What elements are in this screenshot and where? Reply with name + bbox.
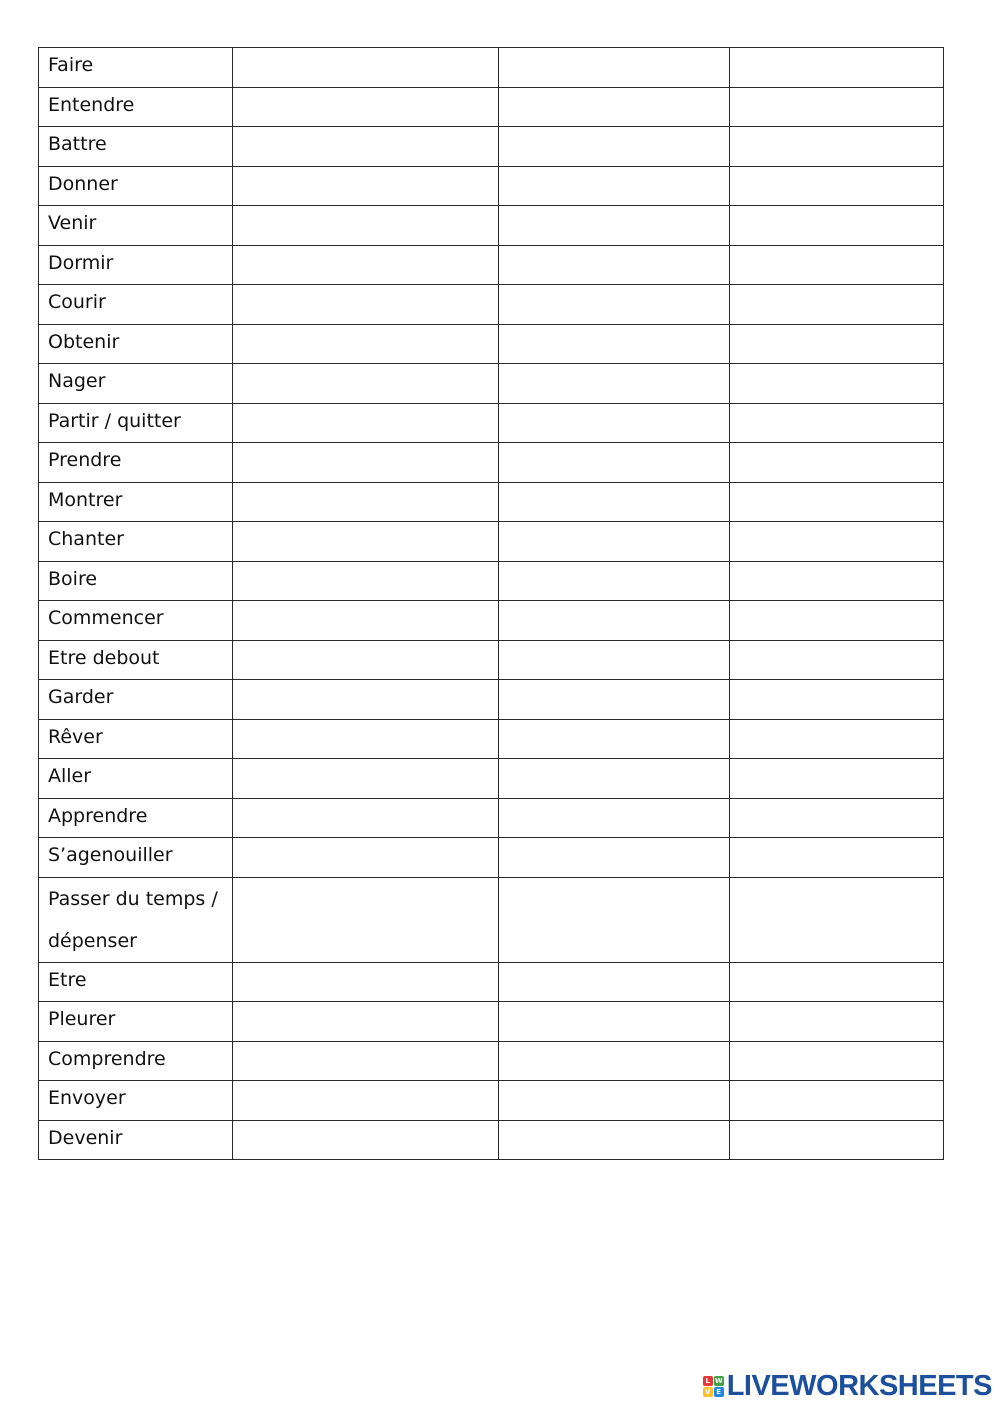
answer-cell-col3[interactable] bbox=[499, 798, 730, 838]
table-row bbox=[39, 127, 944, 167]
verb-cell: Chanter bbox=[39, 522, 233, 562]
answer-cell-col4[interactable] bbox=[730, 962, 944, 1002]
verb-cell: Garder bbox=[39, 680, 233, 720]
answer-cell-col4[interactable] bbox=[730, 48, 944, 88]
logo-tile-e: E bbox=[714, 1387, 724, 1397]
answer-cell-col2[interactable] bbox=[233, 759, 499, 799]
answer-cell-col4[interactable] bbox=[730, 1002, 944, 1042]
verb-cell: Etre bbox=[39, 962, 233, 1002]
answer-cell-col2[interactable] bbox=[233, 127, 499, 167]
answer-cell-col2[interactable] bbox=[233, 206, 499, 246]
answer-cell-col4[interactable] bbox=[730, 561, 944, 601]
answer-cell-col3[interactable] bbox=[499, 48, 730, 88]
answer-cell-col3[interactable] bbox=[499, 522, 730, 562]
answer-cell-col4[interactable] bbox=[730, 206, 944, 246]
verb-cell: Battre bbox=[39, 127, 233, 167]
answer-cell-col2[interactable] bbox=[233, 285, 499, 325]
answer-cell-col2[interactable] bbox=[233, 962, 499, 1002]
verb-cell: Envoyer bbox=[39, 1081, 233, 1121]
table-row bbox=[39, 962, 944, 1002]
answer-cell-col3[interactable] bbox=[499, 877, 730, 962]
answer-cell-col3[interactable] bbox=[499, 482, 730, 522]
answer-cell-col4[interactable] bbox=[730, 522, 944, 562]
table-row bbox=[39, 798, 944, 838]
table-row bbox=[39, 680, 944, 720]
answer-cell-col3[interactable] bbox=[499, 759, 730, 799]
answer-cell-col2[interactable] bbox=[233, 561, 499, 601]
answer-cell-col2[interactable] bbox=[233, 364, 499, 404]
answer-cell-col3[interactable] bbox=[499, 285, 730, 325]
table-row bbox=[39, 285, 944, 325]
verb-cell: Partir / quitter bbox=[39, 403, 233, 443]
answer-cell-col2[interactable] bbox=[233, 601, 499, 641]
answer-cell-col3[interactable] bbox=[499, 719, 730, 759]
answer-cell-col2[interactable] bbox=[233, 877, 499, 962]
answer-cell-col2[interactable] bbox=[233, 324, 499, 364]
answer-cell-col3[interactable] bbox=[499, 1120, 730, 1160]
answer-cell-col3[interactable] bbox=[499, 1002, 730, 1042]
answer-cell-col2[interactable] bbox=[233, 245, 499, 285]
answer-cell-col3[interactable] bbox=[499, 561, 730, 601]
logo-tile-v: V bbox=[703, 1387, 713, 1397]
answer-cell-col2[interactable] bbox=[233, 838, 499, 878]
answer-cell-col4[interactable] bbox=[730, 403, 944, 443]
logo-tile-w: W bbox=[714, 1377, 723, 1385]
verb-cell: Dormir bbox=[39, 245, 233, 285]
answer-cell-col4[interactable] bbox=[730, 680, 944, 720]
answer-cell-col4[interactable] bbox=[730, 482, 944, 522]
answer-cell-col3[interactable] bbox=[499, 245, 730, 285]
answer-cell-col2[interactable] bbox=[233, 443, 499, 483]
table-row bbox=[39, 719, 944, 759]
answer-cell-col2[interactable] bbox=[233, 48, 499, 88]
logo-tile-l: L bbox=[703, 1376, 713, 1386]
table-row bbox=[39, 48, 944, 88]
table-row bbox=[39, 601, 944, 641]
table-row bbox=[39, 324, 944, 364]
table-row bbox=[39, 443, 944, 483]
verb-cell: Entendre bbox=[39, 87, 233, 127]
table-row bbox=[39, 245, 944, 285]
answer-cell-col2[interactable] bbox=[233, 798, 499, 838]
answer-cell-col3[interactable] bbox=[499, 364, 730, 404]
answer-cell-col2[interactable] bbox=[233, 166, 499, 206]
answer-cell-col3[interactable] bbox=[499, 166, 730, 206]
answer-cell-col3[interactable] bbox=[499, 962, 730, 1002]
table-row bbox=[39, 87, 944, 127]
table-row bbox=[39, 206, 944, 246]
answer-cell-col4[interactable] bbox=[730, 601, 944, 641]
answer-cell-col4[interactable] bbox=[730, 759, 944, 799]
answer-cell-col4[interactable] bbox=[730, 166, 944, 206]
answer-cell-col2[interactable] bbox=[233, 403, 499, 443]
answer-cell-col3[interactable] bbox=[499, 443, 730, 483]
answer-cell-col4[interactable] bbox=[730, 1081, 944, 1121]
answer-cell-col3[interactable] bbox=[499, 206, 730, 246]
liveworksheets-watermark bbox=[703, 1370, 992, 1403]
answer-cell-col4[interactable] bbox=[730, 798, 944, 838]
verb-table bbox=[38, 47, 944, 1160]
table-row bbox=[39, 482, 944, 522]
verb-cell: S’agenouiller bbox=[39, 838, 233, 878]
verb-cell: Faire bbox=[39, 48, 233, 88]
answer-cell-col4[interactable] bbox=[730, 640, 944, 680]
verb-cell: Obtenir bbox=[39, 324, 233, 364]
answer-cell-col4[interactable] bbox=[730, 285, 944, 325]
answer-cell-col3[interactable] bbox=[499, 87, 730, 127]
table-row bbox=[39, 403, 944, 443]
verb-cell: Boire bbox=[39, 561, 233, 601]
answer-cell-col3[interactable] bbox=[499, 1081, 730, 1121]
table-row bbox=[39, 640, 944, 680]
verb-cell: Prendre bbox=[39, 443, 233, 483]
verb-cell: Montrer bbox=[39, 482, 233, 522]
answer-cell-col4[interactable] bbox=[730, 719, 944, 759]
answer-cell-col4[interactable] bbox=[730, 127, 944, 167]
answer-cell-col4[interactable] bbox=[730, 838, 944, 878]
verb-cell: Etre debout bbox=[39, 640, 233, 680]
verb-cell: Venir bbox=[39, 206, 233, 246]
answer-cell-col4[interactable] bbox=[730, 87, 944, 127]
answer-cell-col4[interactable] bbox=[730, 877, 944, 962]
verb-cell: Devenir bbox=[39, 1120, 233, 1160]
answer-cell-col2[interactable] bbox=[233, 1081, 499, 1121]
table-row bbox=[39, 522, 944, 562]
answer-cell-col4[interactable] bbox=[730, 364, 944, 404]
table-row bbox=[39, 1081, 944, 1121]
answer-cell-col2[interactable] bbox=[233, 1002, 499, 1042]
table-row bbox=[39, 561, 944, 601]
answer-cell-col4[interactable] bbox=[730, 245, 944, 285]
answer-cell-col3[interactable] bbox=[499, 838, 730, 878]
table-row bbox=[39, 1041, 944, 1081]
answer-cell-col3[interactable] bbox=[499, 127, 730, 167]
answer-cell-col3[interactable] bbox=[499, 640, 730, 680]
answer-cell-col3[interactable] bbox=[499, 324, 730, 364]
table-row bbox=[39, 877, 944, 962]
verb-cell: Comprendre bbox=[39, 1041, 233, 1081]
table-row bbox=[39, 1120, 944, 1160]
answer-cell-col2[interactable] bbox=[233, 680, 499, 720]
verb-table-body bbox=[39, 48, 944, 1160]
verb-cell: Pleurer bbox=[39, 1002, 233, 1042]
verb-cell: Commencer bbox=[39, 601, 233, 641]
table-row bbox=[39, 1002, 944, 1042]
verb-cell: Rêver bbox=[39, 719, 233, 759]
liveworksheets-wordmark: LIVEWORKSHEETS bbox=[726, 1370, 992, 1402]
answer-cell-col4[interactable] bbox=[730, 324, 944, 364]
liveworksheets-logo-icon bbox=[703, 1376, 724, 1397]
answer-cell-col3[interactable] bbox=[499, 680, 730, 720]
answer-cell-col3[interactable] bbox=[499, 403, 730, 443]
verb-cell: Passer du temps / dépenser bbox=[39, 877, 233, 962]
verb-cell: Donner bbox=[39, 166, 233, 206]
answer-cell-col2[interactable] bbox=[233, 482, 499, 522]
answer-cell-col4[interactable] bbox=[730, 1041, 944, 1081]
answer-cell-col2[interactable] bbox=[233, 719, 499, 759]
table-row bbox=[39, 838, 944, 878]
answer-cell-col2[interactable] bbox=[233, 1041, 499, 1081]
answer-cell-col2[interactable] bbox=[233, 640, 499, 680]
answer-cell-col4[interactable] bbox=[730, 443, 944, 483]
verb-cell: Nager bbox=[39, 364, 233, 404]
answer-cell-col4[interactable] bbox=[730, 1120, 944, 1160]
verb-cell: Courir bbox=[39, 285, 233, 325]
answer-cell-col3[interactable] bbox=[499, 1041, 730, 1081]
table-row bbox=[39, 759, 944, 799]
verb-cell: Aller bbox=[39, 759, 233, 799]
answer-cell-col2[interactable] bbox=[233, 522, 499, 562]
verb-cell: Apprendre bbox=[39, 798, 233, 838]
table-row bbox=[39, 166, 944, 206]
answer-cell-col3[interactable] bbox=[499, 601, 730, 641]
answer-cell-col2[interactable] bbox=[233, 1120, 499, 1160]
table-row bbox=[39, 364, 944, 404]
answer-cell-col2[interactable] bbox=[233, 87, 499, 127]
